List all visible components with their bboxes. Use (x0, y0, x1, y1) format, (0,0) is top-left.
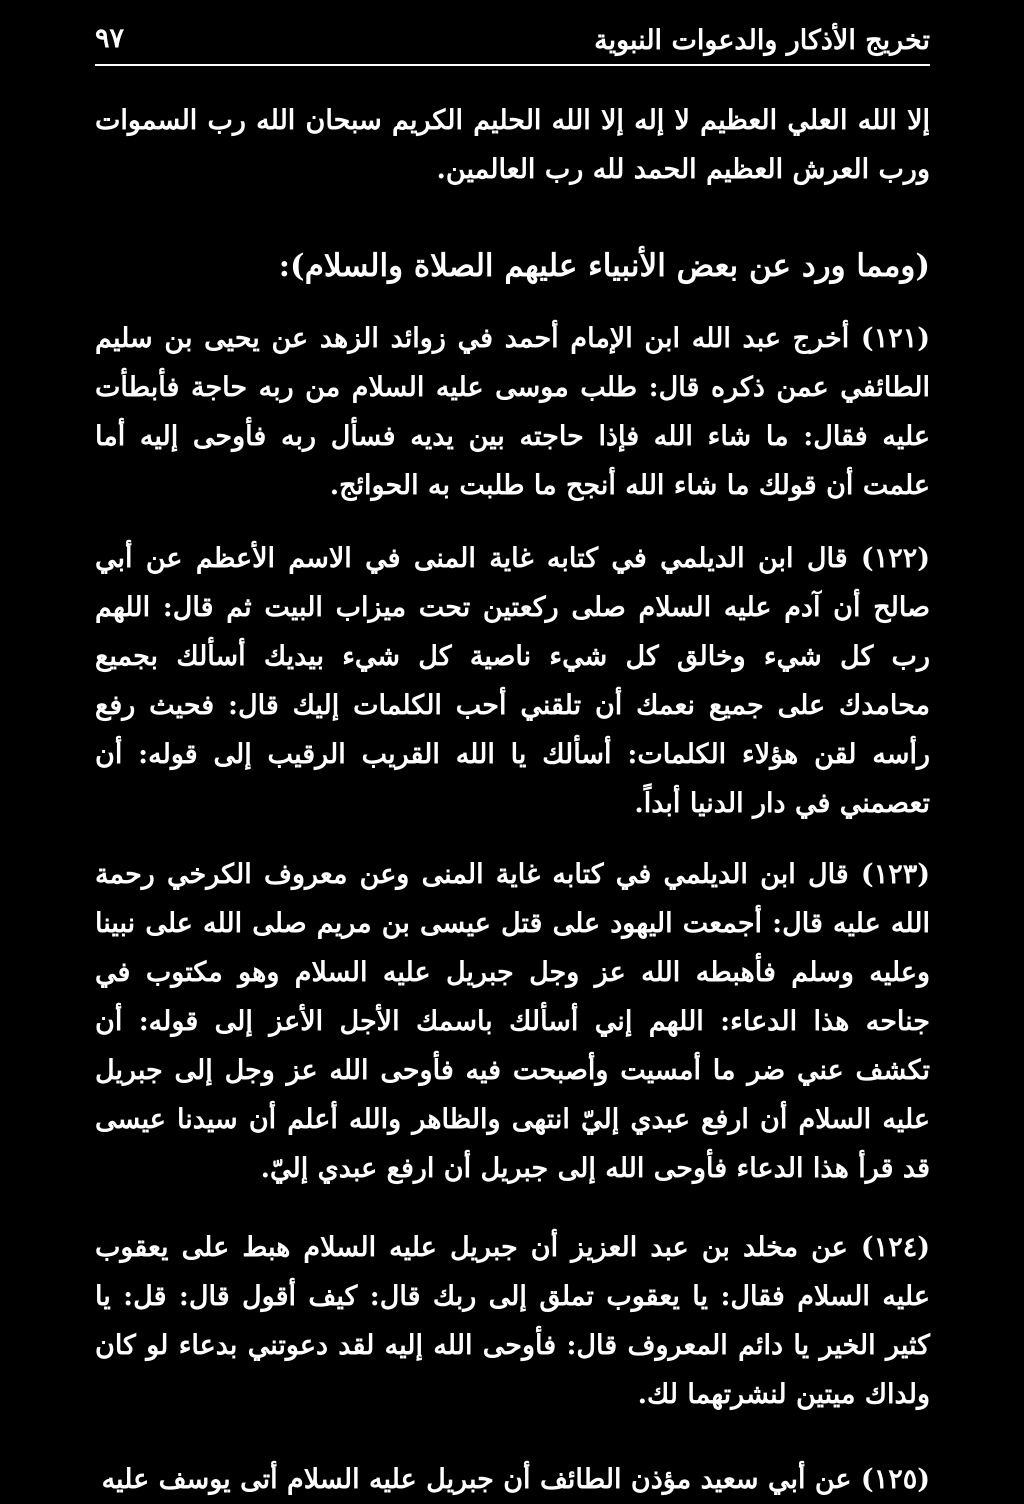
paragraph-121: (١٢١) أخرج عبد الله ابن الإمام أحمد في زوائد الزهد عن يحيى بن سليم الطائفي عمن ذكره قال: طلب موسى عليه السلام من ربه حاجة فأبطأت عليه فقال: ما شاء الله فإذا حاجته بين يديه فسأل ربه فأوحى إليه أما علمت أن قولك ما شاء الله أنجح ما طلبت به الحوائج. (95, 323, 930, 501)
running-title: تخريج الأذكار والدعوات النبوية (594, 25, 930, 56)
paragraph-124: (١٢٤) عن مخلد بن عبد العزيز أن جبريل عليه السلام هبط على يعقوب عليه السلام فقال: يا يعقوب تملق إلى ربك قال: كيف أقول قال: قل: يا كثير الخير يا دائم المعروف قال: فأوحى الله إليه لقد دعوتني بدعاء لو كان ولداك ميتين لنشرتهما لك. (95, 1232, 930, 1410)
document-page (95, 18, 930, 1495)
intro-paragraph: إلا الله العلي العظيم لا إله إلا الله الحليم الكريم سبحان الله رب السموات ورب العرش العظيم الحمد لله رب العالمين. (95, 105, 930, 185)
paragraph-125: (١٢٥) عن أبي سعيد مؤذن الطائف أن جبريل عليه السلام أتى يوسف عليه (101, 1464, 930, 1495)
section-heading: (ومما ورد عن بعض الأنبياء عليهم الصلاة والسلام): (278, 248, 930, 284)
page-header (95, 18, 930, 66)
paragraph-122: (١٢٢) قال ابن الديلمي في كتابه غاية المنى في الاسم الأعظم عن أبي صالح أن آدم عليه السلام صلى ركعتين تحت ميزاب البيت ثم قال: اللهم رب كل شيء وخالق كل شيء ناصية كل شيء بيديك أسألك بجميع محامدك على جميع نعمك أن تلقني أحب الكلمات إليك قال: فحيث رفع رأسه لقن هؤلاء الكلمات: أسألك يا الله القريب الرقيب إلى قوله: أن تعصمني في دار الدنيا أبداً. (95, 543, 930, 819)
page-number: ٩٧ (95, 23, 125, 54)
paragraph-123: (١٢٣) قال ابن الديلمي في كتابه غاية المنى وعن معروف الكرخي رحمة الله عليه قال: أجمعت اليهود على قتل عيسى بن مريم صلى الله على نبينا وعليه وسلم فأهبطه الله عز وجل جبريل عليه السلام وهو مكتوب في جناحه هذا الدعاء: اللهم إني أسألك باسمك الأجل الأعز إلى قوله: أن تكشف عني ضر ما أمسيت وأصبحت فيه فأوحى الله عز وجل إلى جبريل عليه السلام أن ارفع عبدي إليّ انتهى والظاهر والله أعلم أن سيدنا عيسى قد قرأ هذا الدعاء فأوحى الله إلى جبريل أن ارفع عبدي إليّ. (95, 859, 930, 1184)
